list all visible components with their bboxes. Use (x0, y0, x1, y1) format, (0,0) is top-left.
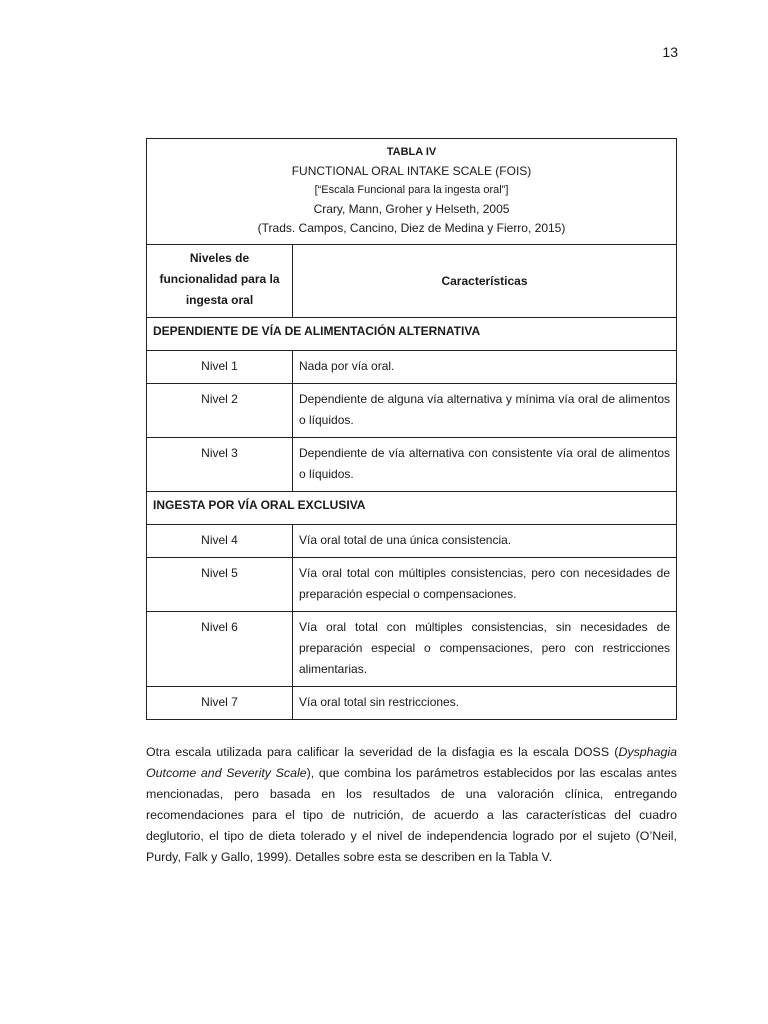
paragraph-italic-term: Dysphagia Outcome and Severity Scale (146, 745, 677, 780)
level-description: Vía oral total sin restricciones. (293, 687, 677, 720)
table-number: TABLA IV (386, 146, 437, 158)
table-title-cell (147, 139, 677, 245)
paragraph-part-2: ), que combina los parámetros establecidos por las escalas antes mencionadas, pero basada en los resultados de una valoración clínica, entregando recomendaciones para el tipo de nutrición, de acuerdo a las características del cuadro deglutorio, el tipo de dieta tolerado y el nivel de independencia logrado por el sujeto (O’Neil, Purdy, Falk y Gallo, 1999). Detalles sobre esta se describen en la Tabla V. (146, 766, 677, 864)
table-translation-credit: (Trads. Campos, Cancino, Diez de Medina y Fierro, 2015) (257, 221, 566, 235)
level-description: Vía oral total de una única consistencia. (293, 525, 677, 558)
level-description: Nada por vía oral. (293, 351, 677, 384)
level-description: Vía oral total con múltiples consistencias, pero con necesidades de preparación especial o compensaciones. (293, 558, 677, 612)
level-description: Dependiente de vía alternativa con consistente vía oral de alimentos o líquidos. (293, 438, 677, 492)
table-row (147, 558, 677, 612)
level-label: Nivel 7 (147, 687, 293, 720)
level-label: Nivel 5 (147, 558, 293, 612)
table-row (147, 687, 677, 720)
table-row (147, 351, 677, 384)
section-title-oral: INGESTA POR VÍA ORAL EXCLUSIVA (147, 492, 677, 525)
table-title-row (147, 139, 677, 245)
level-label: Nivel 6 (147, 612, 293, 687)
header-characteristics: Características (293, 245, 677, 318)
table-source: Crary, Mann, Groher y Helseth, 2005 (313, 202, 510, 216)
level-label: Nivel 1 (147, 351, 293, 384)
table-title: FUNCTIONAL ORAL INTAKE SCALE (FOIS) (291, 164, 532, 178)
paragraph-part-1: Otra escala utilizada para calificar la severidad de la disfagia es la escala DOSS ( (146, 745, 619, 759)
table-row (147, 525, 677, 558)
table-title-translation: [“Escala Funcional para la ingesta oral”] (314, 184, 509, 196)
table-row (147, 438, 677, 492)
section-title-dependent: DEPENDIENTE DE VÍA DE ALIMENTACIÓN ALTERNATIVA (147, 318, 677, 351)
section-row (147, 492, 677, 525)
table-header-row (147, 245, 677, 318)
page-number: 13 (662, 44, 678, 60)
level-description: Dependiente de alguna vía alternativa y mínima vía oral de alimentos o líquidos. (293, 384, 677, 438)
table-row (147, 384, 677, 438)
level-label: Nivel 2 (147, 384, 293, 438)
level-label: Nivel 4 (147, 525, 293, 558)
level-description: Vía oral total con múltiples consistencias, sin necesidades de preparación especial o compensaciones, pero con restricciones alimentarias. (293, 612, 677, 687)
header-levels: Niveles de funcionalidad para la ingesta oral (147, 245, 293, 318)
level-label: Nivel 3 (147, 438, 293, 492)
fois-table (146, 138, 677, 720)
section-row (147, 318, 677, 351)
body-paragraph (146, 742, 677, 868)
table-row (147, 612, 677, 687)
